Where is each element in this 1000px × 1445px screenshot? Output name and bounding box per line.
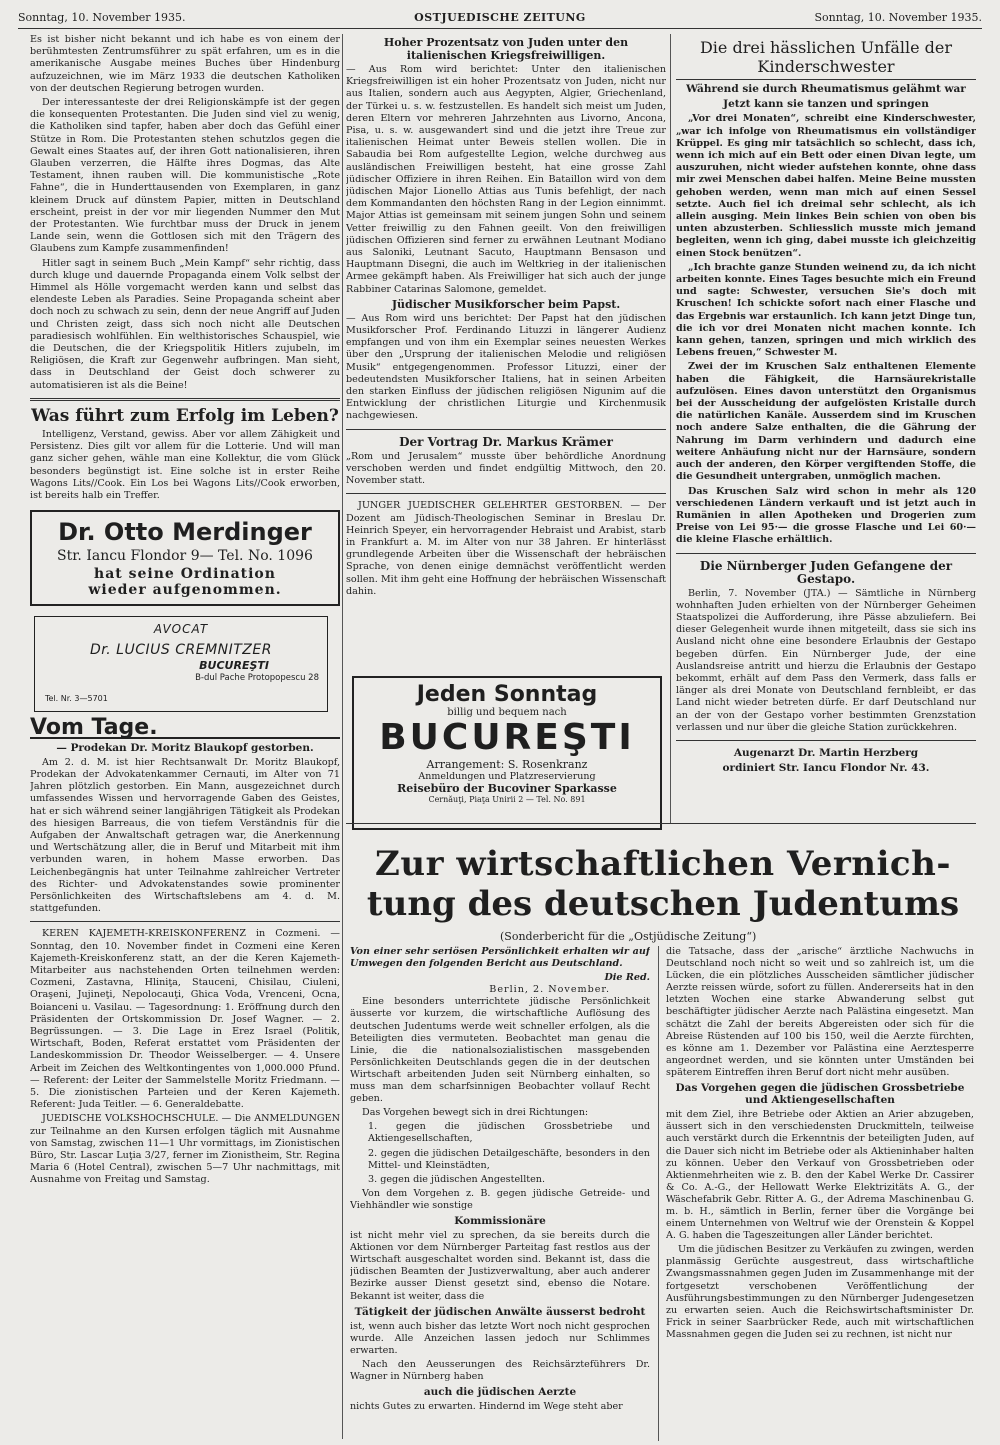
divider <box>30 398 340 401</box>
unfall-paragraph: Zwei der im Kruschen Salz enthaltenen Elemente haben die Fähigkeit, die Harnsäurekristalle aufzulösen. Eines davon unterstützt den Organismus bei der Ausscheidung der aufgelösten Kristalle durch die natürlichen Kanäle. Ausserdem sind im Kruschen noch andere Salze enthalten, die die Gährung der Nahrung im Darm verhindern und dadurch eine weitere Anhäufung nicht nur der Harnsäure, sondern auch der anderen, den Körper vergiftenden Stoffe, die die Gesundheit untergraben, unmöglich machen. <box>676 361 976 483</box>
list-item: 3. gegen die jüdischen Angestellten. <box>368 1173 546 1185</box>
erfolg-headline: Was führt zum Erfolg im Leben? <box>31 405 339 426</box>
nuernberg-text: Berlin, 7. November (JTA.) — Sämtliche in Nürnberg wohnhaften Juden erhielten von der Nürnberger Geheimen Staatspolizei die Aufforderung, ihre Pässe abzuliefern. Bei dieser Gelegenheit wurde ihnen mitgeteilt, dass sie sich ins Ausland nicht ohne eine besondere Erlaubnis der Gestapo begeben dürfen. Ein Nürnberger Jude, der eine Auslandsreise antritt und hierzu die Erlaubnis der Gestapo bekommt, erhält auf dem Pass den Vermerk, dass falls er länger als drei Monate von Deutschland fernbleibt, er das Land nicht wieder betreten dürfe. Er darf Deutschland nur an der von der Gestapo vorher bestimmten Grenzstation verlassen und nur über die gleiche Station zurückkehren. <box>676 587 976 733</box>
sonntag-bureau: Reisebüro der Bucoviner Sparkasse <box>397 782 617 795</box>
article-paragraph: die Tatsache, dass der „arische“ ärztliche Nachwuchs in Deutschland noch nicht so weit und so zahlreich ist, um die Lücken, die ein plötzliches Ausscheiden sämtlicher jüdischer Aerzte reissen würde, sofort zu füllen. Andererseits hat in den letzten Wochen eine starke Abwanderung selbst gut beschäftigter jüdischer Aerzte nach Palästina eingesetzt. Man schätzt die Zahl der bereits Abgereisten oder sich für die Abreise Rüstenden auf 100 bis 150, weil die Aerzte fürchten, es könne am 1. Dezember vor Palästina eine Aerztesperre angeordnet werden, und sie könnten unter Umständen bei späterem Eintreffen ihren Beruf dort nicht mehr ausüben. <box>666 946 974 1078</box>
lower-column-left <box>350 946 650 1436</box>
article-paragraph: nichts Gutes zu erwarten. Hindernd im Wege steht aber <box>350 1401 623 1413</box>
header-date-right: Sonntag, 10. November 1935. <box>814 10 982 24</box>
main-headline-line1: Zur wirtschaftlichen Vernich- <box>375 844 951 884</box>
column-rule-1 <box>342 34 343 1439</box>
volkshochschule-text: JUEDISCHE VOLKSHOCHSCHULE. — Die ANMELDUNGEN zur Teilnahme an den Kursen erfolgen täglich mit Ausnahme von Samstag, zwischen 11—1 Uhr vormittags, im Zionistischen Büro, Str. Lascar Luţia 3/27, ferner im Zionistheim, Str. Regina Maria 6 (Hotel Central), zwischen 5—7 Uhr nachmittags, mit Ausnahme von Freitag und Samstag. <box>30 1113 340 1186</box>
column-rule-3 <box>658 946 659 1441</box>
kraemer-headline: Der Vortrag Dr. Markus Krämer <box>399 434 613 449</box>
article-paragraph: Das Vorgehen bewegt sich in drei Richtungen: <box>362 1107 589 1119</box>
herzberg-ad: Augenarzt Dr. Martin Herzberg <box>733 746 919 759</box>
header-date-left: Sonntag, 10. November 1935. <box>18 10 186 24</box>
article-paragraph: ist nicht mehr viel zu sprechen, da sie bereits durch die Aktionen vor dem Nürnberger Parteitag fast restlos aus der Wirtschaft ausgeschaltet worden sind. Bekannt ist, dass die jüdischen Beamten der Justizverwaltung, aber auch anderer Bezirke ausser Dienst gesetzt sind, ebenso die Notare. Bekannt ist weiter, dass die <box>350 1230 650 1302</box>
ad-merdinger-line2: wieder aufgenommen. <box>88 582 282 599</box>
article-paragraph: Hitler sagt in seinem Buch „Mein Kampf“ sehr richtig, dass durch kluge und dauernde Propaganda einem Volk selbst der Himmel als Hölle vorgemacht werden kann und selbst das elendeste Leben als Paradies. Seine Propaganda scheint aber doch noch zu schwach zu sein, denn der neue Angriff auf Juden und Christen zeigt, dass sich noch nicht alle Deutschen paradiesisch wohlfühlen. Ein welthistorisches Schauspiel, wie die Deutschen, die der Kriegspolitik Hitlers zujubeln, im Religiösen, die Kraft zur Gegenwehr aufbringen. Man sieht, dass in Deutschland der Geist doch schwerer zu automatisieren ist als die Beine! <box>30 257 340 391</box>
sonntag-title: Jeden Sonntag <box>416 682 598 707</box>
article-paragraph: Der interessanteste der drei Religionskämpfe ist der gegen die konsequenten Protestanten. Die Juden sind viel zu wenig, die Katholiken sind tapfer, haben aber doch das Gefühl einer Stütze in Rom. Die Protestanten stehen schutzlos gegen die Gewalt eines Staates auf, der ihren Gott nationalisieren, ihren Glauben verzerren, die Hälfte ihres Dogmas, das Alte Testament, ihnen rauben will. Die kommunistische „Rote Fahne“, die in Hunderttausenden von Exemplaren, in ganz kleinem Druck auf dünstem Papier, mitten in Deutschland erscheint, preist in der vor mir liegenden Nummer den Mut der Protestanten. Wie furchtbar muss der Druck in jenem Lande sein, wenn die Gottlosen sich mit den Trägern des Glaubens zum Kampfe zusammenfinden! <box>30 97 340 255</box>
keren-text: KEREN KAJEMETH-KREISKONFERENZ in Cozmeni. — Sonntag, den 10. November findet in Cozmeni eine Keren Kajemeth-Kreiskonferenz statt, an der die Keren Kajemeth-Mitarbeiter aus nachstehenden Orten teilnehmen werden: Cozmeni, Zastavna, Hliniţa, Stauceni, Chisilau, Ciuleni, Oraşeni, Jujineţi, Nepolocauţi, Ghica Voda, Vrenceni, Ocna, Boianceni u. Vasilau. — Tagesordnung: 1. Eröffnung durch den Präsidenten der Ortskommission Dr. Josef Wagner. — 2. Begrüssungen. — 3. Die Lage in Erez Israel (Politik, Wirtschaft, Boden, Referat erstattet vom Präsidenten der Landeskommission Dr. Theodor Weisselberger. — 4. Unsere Arbeit im Zeichen des Weltkontingentes von 1,000.000 Pfund. — Referent: der Leiter der Sammelstelle Moritz Friedmann. — 5. Die zionistischen Parteien und der Keren Kajemeth. Referent: Juda Teitler. — 6. Generaldebatte. <box>30 928 340 1111</box>
divider <box>346 823 976 824</box>
divider <box>346 429 666 430</box>
prozent-headline: Hoher Prozentsatz von Juden unter den italienischen Kriegsfreiwilligen. <box>383 36 629 62</box>
nuernberg-headline: Die Nürnberger Juden Gefangene der Gestapo. <box>699 558 953 586</box>
header-newspaper-title: OSTJUEDISCHE ZEITUNG <box>414 10 586 24</box>
article-paragraph: Um die jüdischen Besitzer zu Verkäufen zu zwingen, werden planmässig Gerüchte ausgestreut, dass wirtschaftliche Zwangsmassnahmen gegen Juden im Zusammenhange mit der fortgesetzt verschobenen Veröffentlichung der Ausführungsbestimmungen zu den Nürnberger Judengesetzen zu erwarten seien. Auch die Reichswirtschaftsminister Dr. Frick in seiner Saarbrücker Rede, auch mit wirtschaftlichen Massnahmen gegen die Juden sei zu rechnen, ist nicht nur <box>666 1244 974 1340</box>
divider <box>30 921 340 922</box>
ad-merdinger-line1: hat seine Ordination <box>94 566 276 583</box>
dateline: Berlin, 2. November. <box>489 984 610 996</box>
article-paragraph: Eine besonders unterrichtete jüdische Persönlichkeit äusserte vor kurzem, die wirtschaftliche Auflösung des deutschen Judentums werde weit schneller erfolgen, als die Beteiligten dies vermuteten. Beobachtet man genau die Linie, die die nationalsozialistischen massgebenden Persönlichkeiten Deutschlands gegen die in der deutschen Wirtschaft arbeitenden Juden seit Nürnberg einhalten, so muss man dem scharfsinnigen Beobachter vollauf Recht geben. <box>350 996 650 1105</box>
main-headline-line2: tung des deutschen Judentums <box>366 884 960 924</box>
subhead-kommissionaere: Kommissionäre <box>454 1214 546 1227</box>
sonntag-anmeldung: Anmeldungen und Platzreservierung <box>418 771 596 782</box>
avocat-name: Dr. LUCIUS CREMNITZER <box>90 641 272 658</box>
avocat-title: AVOCAT <box>153 622 209 637</box>
divider <box>346 493 666 494</box>
unfall-headline: Die drei hässlichen Unfälle der Kinderschwester <box>699 38 953 76</box>
kraemer-text: „Rom und Jerusalem“ musste über behördliche Anordnung verschoben werden und findet endgültig Mittwoch, den 20. November statt. <box>346 450 666 487</box>
main-headline <box>348 844 978 924</box>
ad-avocat <box>34 616 328 712</box>
subhead-aerzte: auch die jüdischen Aerzte <box>423 1386 577 1399</box>
article-paragraph: Nach den Aeusserungen des Reichsärzteführers Dr. Wagner in Nürnberg haben <box>350 1359 650 1383</box>
unfall-sub2: Jetzt kann sie tanzen und springen <box>723 98 929 111</box>
list-item: 2. gegen die jüdischen Detailgeschäfte, besonders in den Mittel- und Kleinstädten, <box>368 1147 650 1171</box>
sonntag-arrangement: Arrangement: S. Rosenkranz <box>426 758 588 771</box>
unfall-paragraph: „Vor drei Monaten“, schreibt eine Kinderschwester, „war ich infolge von Rheumatismus ein vollständiger Krüppel. Es ging mir tatsächlich so schlecht, dass ich, wenn ich mich auf ein Bett oder einen Divan legte, um auszuruhen, nicht wieder aufstehen konnte, ohne dass mir zwei Menschen dabei halfen. Meine Beine mussten gehoben werden, wenn man mich auf einen Sessel setzte. Auch fiel ich dreimal sehr schlecht, als ich allein ausging. Mein linkes Bein schien von oben bis unten abzusterben. Schliesslich musste mich jemand begleiten, wenn ich ging, dabei musste ich gleichzeitig einen Stock benützen“. <box>676 113 976 259</box>
editor-note: Die Red. <box>604 972 650 984</box>
ad-merdinger-address: Str. Iancu Flondor 9— Tel. No. 1096 <box>57 548 313 565</box>
subhead-grossbetriebe: Das Vorgehen gegen die jüdischen Grossbetriebe und Aktiengesellschaften <box>675 1082 965 1107</box>
ad-merdinger-name: Dr. Otto Merdinger <box>58 518 312 547</box>
subhead-anwaelte: Tätigkeit der jüdischen Anwälte äusserst bedroht <box>354 1305 646 1318</box>
divider <box>676 740 976 741</box>
intro-note: Von einer sehr seriösen Persönlichkeit erhalten wir auf Umwegen den folgenden Bericht aus Deutschland. <box>350 946 650 970</box>
blaukopf-headline: — Prodekan Dr. Moritz Blaukopf gestorben. <box>56 741 314 754</box>
sonntag-address: Cernăuţi, Piaţa Unirii 2 — Tel. No. 891 <box>428 795 586 804</box>
column-3 <box>676 34 976 834</box>
unfall-sub1: Während sie durch Rheumatismus gelähmt war <box>676 79 976 95</box>
herzberg-ad-address: ordiniert Str. Iancu Flondor Nr. 43. <box>722 762 930 775</box>
avocat-street: B-dul Pache Protopopescu 28 <box>195 672 319 683</box>
blaukopf-text: Am 2. d. M. ist hier Rechtsanwalt Dr. Moritz Blaukopf, Prodekan der Advokatenkammer Cernauti, im Alter von 71 Jahren plötzlich gestorben. Ein Mann, ausgezeichnet durch umfassendes Wissen und hervorragende Gaben des Geistes, hat er sich während seiner langjährigen Tätigkeit als Prodekan des hiesigen Barreaus, die von tiefem Verständnis für die Aufgaben der Anwaltschaft getragen war, die Anerkennung und Wertschätzung aller, die in Beruf und Mitarbeit mit ihm verbunden waren, in hohem Masse erworben. Das Leichenbegängnis hat unter Teilnahme zahlreicher Vertreter des Richter- und Advokatenstandes sowie prominenter Persönlichkeiten des Wirtschaftslebens am 4. d. M. stattgefunden. <box>30 756 340 915</box>
column-1 <box>30 34 340 1434</box>
column-rule-2 <box>670 34 671 824</box>
article-paragraph: Es ist bisher nicht bekannt und ich habe es von einem der berühmtesten Zentrumsführer zu spät erfahren, um es in die amerikanische Ausgabe meines Buches über Hindenburg aufzuzeichnen, wie im März 1933 die deutschen Katholiken von der deutschen Regierung betrogen wurden. <box>30 34 340 94</box>
musik-text: — Aus Rom wird uns berichtet: Der Papst hat den jüdischen Musikforscher Prof. Ferdinando Lituzzi in längerer Audienz empfangen und von ihm ein Exemplar seines neuesten Werkes über den „Ursprung der italienischen Melodie und religiösen Musik“ entgegengenommen. Professor Lituzzi, einer der bedeutendsten Musikforscher Italiens, hat in seinen Arbeiten den starken Einfluss der jüdischen religiösen Nigunim auf die Entwicklung der christlichen Liturgie und Kirchenmusik nachgewiesen. <box>346 312 666 422</box>
main-subheadline: (Sonderbericht für die „Ostjüdische Zeitung“) <box>500 930 757 943</box>
divider <box>676 553 976 554</box>
page-header <box>18 6 982 29</box>
avocat-city: BUCUREŞTI <box>199 658 269 672</box>
article-paragraph: Von dem Vorgehen z. B. gegen jüdische Getreide- und Viehhändler wie sonstige <box>350 1187 650 1211</box>
speyer-text: JUNGER JUEDISCHER GELEHRTER GESTORBEN. — Der Dozent am Jüdisch-Theologischen Seminar in Breslau Dr. Heinrich Speyer, ein hervorragender Hebraist und Arabist, starb in Frankfurt a. M. im Alter von nur 38 Jahren. Er hinterlässt grundlegende Arbeiten über die Wissenschaft der hebräischen Sprache, von denen einige demnächst veröffentlicht werden sollen. Mit ihm geht eine Hoffnung der hebräischen Wissenschaft dahin. <box>346 500 666 597</box>
unfall-paragraph: „Ich brachte ganze Stunden weinend zu, da ich nicht arbeiten konnte. Eines Tages besuchte mich ein Freund und sagte: Schwester, versuchen Sie's doch mit Kruschen! Ich schickte sofort nach einer Flasche und das Ergebnis war erstaunlich. Ich kann jetzt Dinge tun, die ich vor drei Monaten nicht machen konnte. Ich kann gehen, tanzen, springen und mich wirklich des Lebens freuen,“ Schwester M. <box>676 261 976 359</box>
lower-column-right <box>666 946 974 1436</box>
unfall-paragraph: Das Kruschen Salz wird schon in mehr als 120 verschiedenen Ländern verkauft und ist jetzt auch in Rumänien in allen Apotheken und Drogerien zum Preise von Lei 95·— die grosse Flasche und Lei 60·— die kleine Flasche erhältlich. <box>676 485 976 546</box>
vom-tage-heading: Vom Tage. <box>30 722 340 738</box>
ad-merdinger <box>30 510 340 606</box>
avocat-tel: Tel. Nr. 3—5701 <box>45 694 108 704</box>
ad-jeden-sonntag <box>352 676 662 830</box>
list-item: 1. gegen die jüdischen Grossbetriebe und Aktiengesellschaften, <box>368 1121 650 1145</box>
article-paragraph: ist, wenn auch bisher das letzte Wort noch nicht gesprochen wurde. Alle Anzeichen lassen jedoch nur Schlimmes erwarten. <box>350 1320 650 1356</box>
sonntag-city: BUCUREŞTI <box>379 717 635 758</box>
article-paragraph: mit dem Ziel, ihre Betriebe oder Aktien an Arier abzugeben, äussert sich in den verschiedensten Druckmitteln, teilweise auch verstärkt durch die Erkenntnis der beteiligten Juden, auf die Dauer sich nicht im Betriebe oder als Aktieninhaber halten zu können. Ueber den Verkauf von Grossbetrieben oder Aktienmehrheiten wie z. B. den der Kabel Werke Dr. Cassirer & Co. A.-G., der Hellowatt Werke Elektrizitäts A. G., der Wäschefabrik Gebr. Ritter A. G., der Adrema Maschinenbau G. m. b. H., sämtlich in Berlin, ferner über die Vorgänge bei einem Unternehmen von Weltruf wie der Orenstein & Koppel A. G. haben die Tageszeitungen aller Länder berichtet. <box>666 1109 974 1242</box>
musik-headline: Jüdischer Musikforscher beim Papst. <box>391 297 621 311</box>
sonntag-sub: billig und bequem nach <box>447 707 567 718</box>
prozent-text: — Aus Rom wird berichtet: Unter den italienischen Kriegsfreiwilligen ist ein hoher Prozentsatz von Juden, nicht nur aus Italien, sondern auch aus Aegypten, Algier, Griechenland, der Türkei u. s. w. festzustellen. Es handelt sich meist um Juden, deren Eltern vor mehreren Jahrzehnten aus Livorno, Ancona, Pisa, u. s. w. ausgewandert sind und die jetzt ihre Treue zur italienischen Heimat unter Beweis stellen wollen. Die in Sabaudia bei Rom aufgestellte Legion, welche durchweg aus ausländischen Freiwilligen besteht, hat eine grosse Zahl jüdischer Offiziere in ihren Reihen. Ein Bataillon wird von dem jüdischen Major Lionello Attias aus Tunis befehligt, der nach dem Kommandanten den höchsten Rang in der Legion einnimmt. Major Attias ist gemeinsam mit seinem jungen Sohn und seinem Vetter freiwillig zu den Fahnen geeilt. Von den freiwilligen jüdischen Offizieren sind ferner zu erwähnen Leutnant Modiano aus Saloniki, Leutnant Sacuto, Hauptmann Bensason und Hauptmann Disegni, die auch im Weltkrieg in der italienischen Armee gekämpft haben. Als Freiwilliger hat sich auch der junge Rabbiner Catarinas Salomone, gemeldet. <box>346 64 666 295</box>
erfolg-text: Intelligenz, Verstand, gewiss. Aber vor allem Zähigkeit und Persistenz. Dies gilt vor allem für die Lotterie. Und will man ganz sicher gehen, wähle man eine Kollektur, die vom Glück besonders begünstigt ist. Eine solche ist in erster Reihe Wagons Lits//Cook. Ein Los bei Wagons Lits//Cook erworben, ist bereits halb ein Treffer. <box>30 428 340 501</box>
